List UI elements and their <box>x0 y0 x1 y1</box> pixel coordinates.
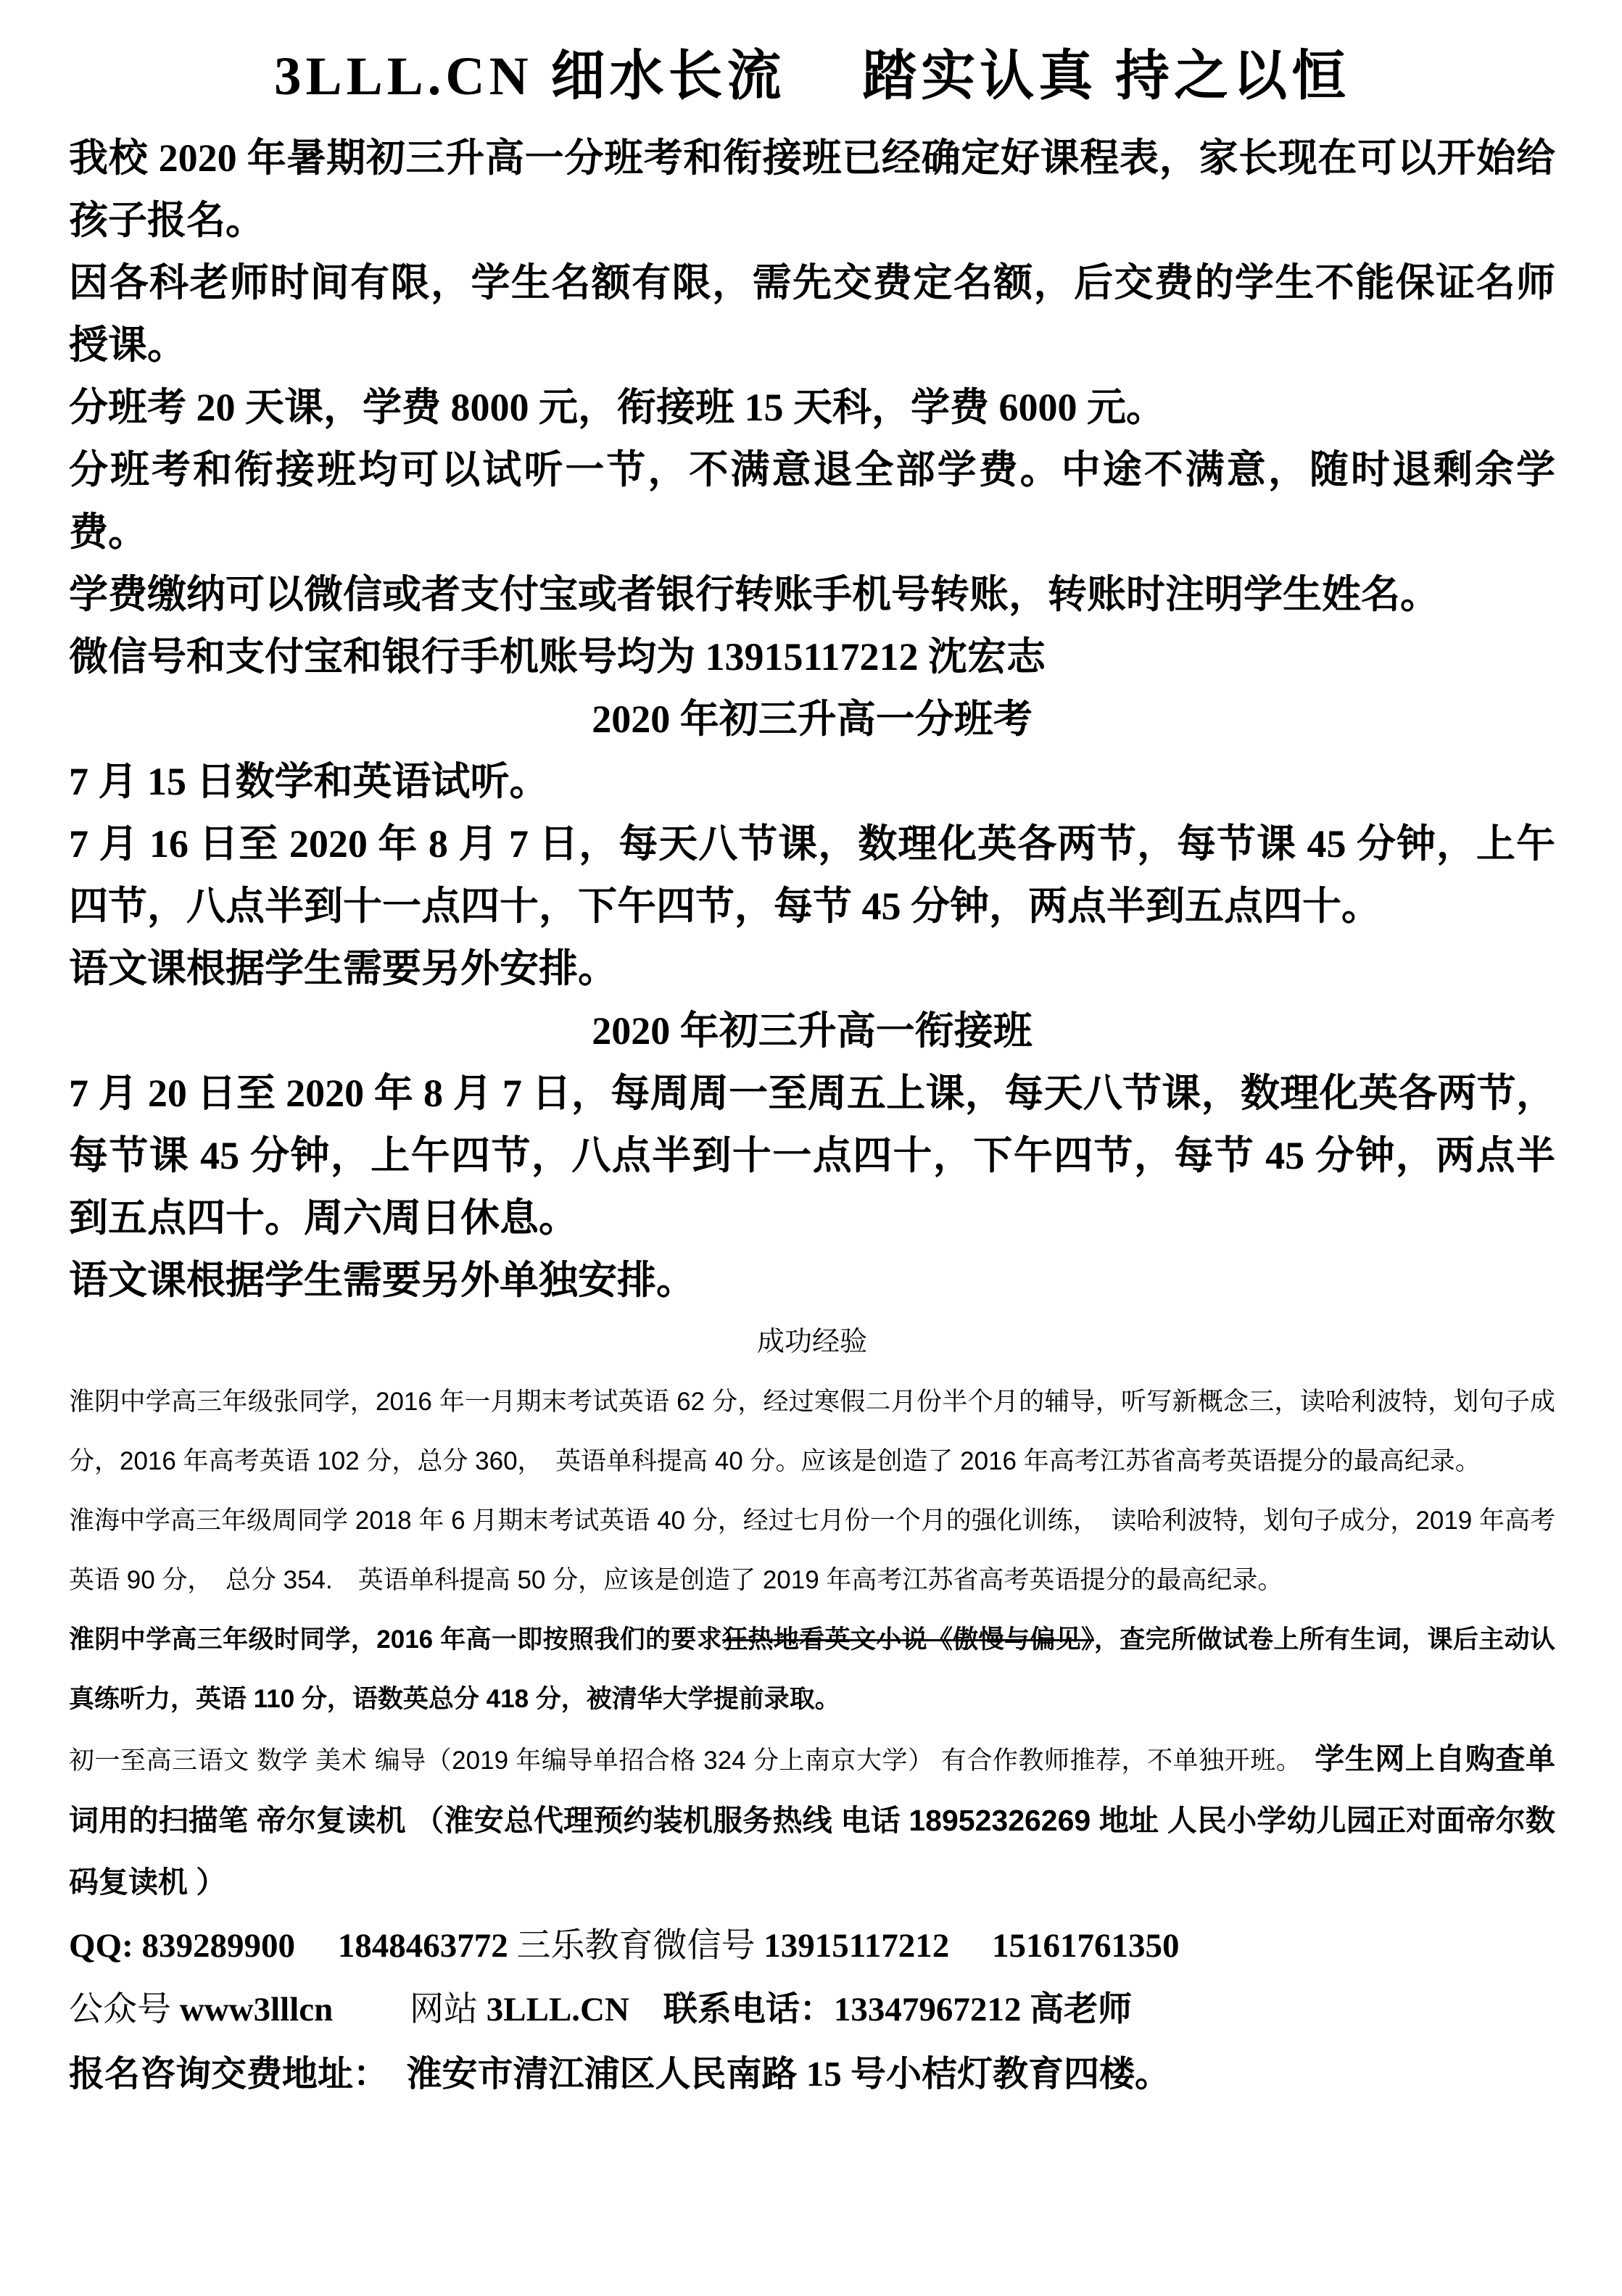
text-segment: 联系电话：13347967212 高老师 <box>629 1990 1133 2028</box>
paragraph <box>69 563 1555 626</box>
text-segment: 分班考和衔接班均可以试听一节，不满意退全部学费。中途不满意，随时退剩余学费。 <box>69 447 1555 554</box>
text-segment: 学费缴纳可以微信或者支付宝或者银行转账手机号转账，转账时注明学生姓名。 <box>69 572 1439 616</box>
text-segment: 3LLL.CN <box>486 1990 629 2028</box>
section-heading <box>69 1000 1555 1062</box>
text-segment: 语文课根据学生需要另外单独安排。 <box>69 1258 695 1302</box>
document-body <box>69 127 1555 2107</box>
contact-line <box>69 1978 1555 2042</box>
text-segment: 公众号 <box>69 1990 180 2028</box>
text-segment: 淮海中学高三年级周同学 2018 年 6 月期末考试英语 40 分，经过七月份一个月的强化训练， 读哈利波特，划句子成分，2019 年高考英语 90 分， 总分 354. 英语单科提高 50 分，应该是创造了 2019 年高考江苏省高考英语提分的最高纪录。 <box>69 1506 1555 1594</box>
paragraph <box>69 439 1555 563</box>
text-segment: 7 月 16 日至 2020 年 8 月 7 日，每天八节课，数理化英各两节，每节课 45 分钟，上午四节，八点半到十一点四十，下午四节，每节 45 分钟，两点半到五点四十。 <box>69 821 1555 928</box>
text-segment: 微信号和支付宝和银行手机账号均为 13915117212 沈宏志 <box>69 634 1046 679</box>
text-segment: 7 月 15 日数学和英语试听。 <box>69 759 549 803</box>
testimonial-paragraph <box>69 1729 1555 1914</box>
text-segment: 2020 年初三升高一分班考 <box>592 697 1033 741</box>
strikethrough-text: 狂热地看英文小说《傲慢与偏见》 <box>722 1625 1094 1654</box>
text-segment: 初一至高三语文 数学 美术 编导（2019 年编导单招合格 324 分上南京大学） 有合作教师推荐，不单独开班。 <box>69 1746 1315 1775</box>
text-segment: ，查完所做试卷上所有生词，课后主动认真练听力，英语 110 分，语数英总分 418 分，被清华大学提前录取。 <box>69 1625 1555 1713</box>
text-segment: 因各科老师时间有限，学生名额有限，需先交费定名额，后交费的学生不能保证名师授课。 <box>69 260 1555 367</box>
testimonial-paragraph <box>69 1610 1555 1729</box>
text-segment: 网站 <box>333 1990 487 2028</box>
text-segment: 分班考 20 天课，学费 8000 元，衔接班 15 天科，学费 6000 元。 <box>69 385 1165 429</box>
paragraph <box>69 1062 1555 1249</box>
paragraph <box>69 750 1555 813</box>
text-segment: 我校 2020 年暑期初三升高一分班考和衔接班已经确定好课程表，家长现在可以开始给孩子报名。 <box>69 136 1555 242</box>
text-segment: 三乐教育微信号 <box>516 1926 764 1965</box>
text-segment: www3lllcn <box>179 1990 334 2028</box>
testimonial-paragraph <box>69 1372 1555 1491</box>
paragraph <box>69 376 1555 439</box>
subsection-heading <box>69 1311 1555 1372</box>
text-segment: 淮阴中学高三年级张同学，2016 年一月期末考试英语 62 分，经过寒假二月份半个月的辅导，听写新概念三，读哈利波特，划句子成分，2016 年高考英语 102 分，总分 360， 英语单科提高 40 分。应该是创造了 2016 年高考江苏省高考英语提分的最高纪录。 <box>69 1387 1555 1475</box>
paragraph <box>69 252 1555 376</box>
paragraph <box>69 937 1555 1000</box>
text-segment: 成功经验 <box>756 1326 867 1357</box>
paragraph <box>69 813 1555 937</box>
address-line <box>69 2042 1555 2107</box>
text-segment: 淮阴中学高三年级时同学，2016 年高一即按照我们的要求 <box>69 1625 723 1654</box>
text-segment: QQ: 839289900 1848463772 <box>69 1926 517 1965</box>
paragraph <box>69 1249 1555 1311</box>
text-segment: 语文课根据学生需要另外安排。 <box>69 946 617 990</box>
text-segment: 7 月 20 日至 2020 年 8 月 7 日，每周周一至周五上课，每天八节课，数理化英各两节，每节课 45 分钟，上午四节，八点半到十一点四十，下午四节，每节 45 分钟，两点半到五点四十。周六周日休息。 <box>69 1071 1555 1240</box>
testimonial-paragraph <box>69 1491 1555 1610</box>
text-segment: 报名咨询交费地址： 淮安市清江浦区人民南路 15 号小桔灯教育四楼。 <box>69 2053 1171 2094</box>
text-segment: 13915117212 15161761350 <box>764 1926 1180 1965</box>
text-segment: 2020 年初三升高一衔接班 <box>592 1008 1033 1053</box>
emphasized-text: 学生网上自购查单词用的扫描笔 帝尔复读机 （淮安总代理预约装机服务热线 电话 18952326269 地址 人民小学幼儿园正对面帝尔数码复读机 ） <box>69 1741 1555 1899</box>
paragraph <box>69 127 1555 252</box>
page-title: 3LLL.CN 细水长流 踏实认真 持之以恒 <box>274 46 1350 107</box>
section-heading <box>69 688 1555 750</box>
paragraph <box>69 626 1555 688</box>
contact-line <box>69 1914 1555 1978</box>
